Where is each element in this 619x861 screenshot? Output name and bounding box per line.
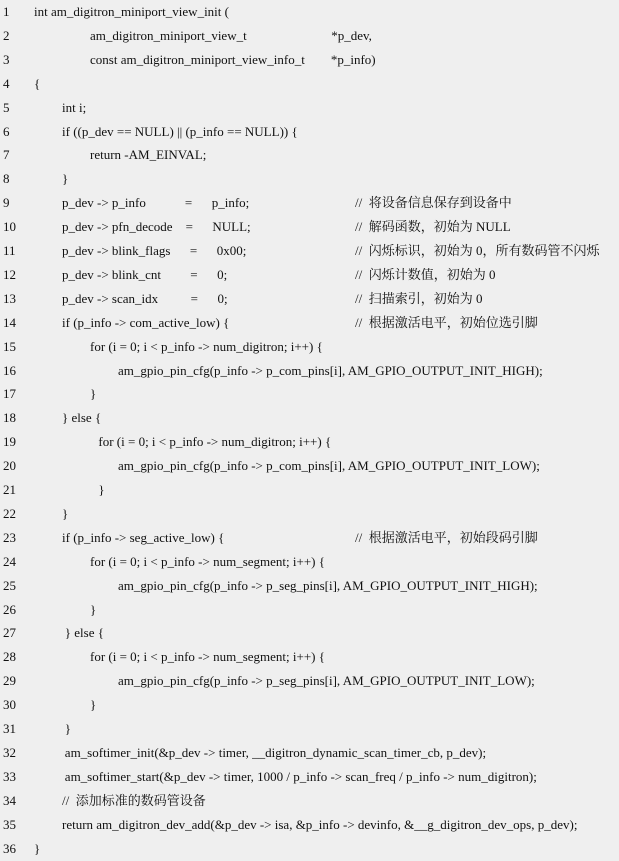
line-number: 18 <box>3 410 16 426</box>
code-line <box>0 526 619 550</box>
code-comment: // 根据激活电平，初始位选引脚 <box>355 314 538 330</box>
code-text: } <box>62 505 69 521</box>
code-line <box>0 550 619 574</box>
line-number: 13 <box>3 290 16 306</box>
code-text: } else { <box>62 410 102 426</box>
code-line <box>0 24 619 48</box>
code-text: for (i = 0; i < p_info -> num_digitron; i++) { <box>90 338 323 354</box>
code-text: p_dev -> blink_cnt = 0; <box>62 266 228 282</box>
code-line <box>0 502 619 526</box>
line-number: 36 <box>3 840 16 856</box>
line-number: 6 <box>3 123 10 139</box>
line-number: 12 <box>3 266 16 282</box>
line-number: 29 <box>3 673 16 689</box>
code-line <box>0 765 619 789</box>
line-number: 7 <box>3 147 10 163</box>
code-text: int am_digitron_miniport_view_init ( <box>34 4 229 19</box>
line-number: 8 <box>3 171 10 187</box>
line-number: 31 <box>3 721 16 736</box>
line-number: 4 <box>3 75 10 91</box>
code-text: return -AM_EINVAL; <box>90 147 207 163</box>
line-number: 24 <box>3 553 16 569</box>
code-text: } <box>90 601 97 617</box>
code-line <box>0 574 619 598</box>
code-line <box>0 789 619 813</box>
line-number: 23 <box>3 529 16 545</box>
line-number: 34 <box>3 792 16 808</box>
line-number: 2 <box>3 27 10 43</box>
code-text: } else { <box>64 625 104 641</box>
code-text: // 添加标准的数码管设备 <box>62 792 206 808</box>
line-number: 21 <box>3 482 16 497</box>
code-text: if (p_info -> com_active_low) { <box>62 314 230 330</box>
code-line <box>0 454 619 478</box>
line-number: 10 <box>3 219 16 235</box>
code-text: return am_digitron_dev_add(&p_dev -> isa, &p_info -> devinfo, &__g_digitron_dev_ops, p_dev); <box>62 816 578 832</box>
line-number: 22 <box>3 505 16 521</box>
code-line <box>0 0 619 24</box>
line-number: 11 <box>3 243 16 258</box>
code-comment: // 解码函数，初始为 NULL <box>355 219 511 235</box>
code-text: } <box>90 697 97 713</box>
code-text: am_softimer_start(&p_dev -> timer, 1000 / p_info -> scan_freq / p_info -> num_digitron); <box>64 768 537 784</box>
code-text: } <box>62 171 69 187</box>
line-number: 19 <box>3 434 16 450</box>
code-text: am_gpio_pin_cfg(p_info -> p_seg_pins[i], AM_GPIO_OUTPUT_INIT_LOW); <box>118 673 535 689</box>
code-text: for (i = 0; i < p_info -> num_segment; i++) { <box>90 649 325 665</box>
code-line <box>0 406 619 430</box>
line-number: 17 <box>3 386 16 402</box>
line-number: 3 <box>3 51 10 67</box>
code-text: p_dev -> p_info = p_info; <box>62 195 250 211</box>
code-line <box>0 621 619 645</box>
code-line <box>0 359 619 383</box>
code-comment: // 扫描索引，初始为 0 <box>355 290 483 306</box>
code-comment: // 将设备信息保存到设备中 <box>355 195 512 211</box>
code-text: } <box>90 386 97 402</box>
code-text: { <box>34 75 41 91</box>
line-number: 16 <box>3 362 16 378</box>
code-line <box>0 478 619 502</box>
code-text: for (i = 0; i < p_info -> num_digitron; i++) { <box>98 434 332 450</box>
code-text: am_gpio_pin_cfg(p_info -> p_seg_pins[i], AM_GPIO_OUTPUT_INIT_HIGH); <box>118 577 538 593</box>
code-text: } <box>34 840 41 856</box>
code-text: } <box>64 721 72 736</box>
line-number: 27 <box>3 625 16 641</box>
line-number: 28 <box>3 649 16 665</box>
code-line <box>0 143 619 167</box>
line-number: 15 <box>3 338 16 354</box>
code-line <box>0 263 619 287</box>
code-text: am_digitron_miniport_view_t *p_dev, <box>90 27 372 43</box>
code-line <box>0 215 619 239</box>
code-text: for (i = 0; i < p_info -> num_segment; i++) { <box>90 553 325 569</box>
code-text: am_softimer_init(&p_dev -> timer, __digitron_dynamic_scan_timer_cb, p_dev); <box>64 744 487 760</box>
code-text: } <box>98 482 105 497</box>
code-text: if (p_info -> seg_active_low) { <box>62 529 225 545</box>
code-text: p_dev -> pfn_decode = NULL; <box>62 219 251 235</box>
code-line <box>0 382 619 406</box>
line-number: 32 <box>3 744 16 760</box>
code-line <box>0 239 619 263</box>
code-text: int i; <box>62 99 87 115</box>
line-number: 14 <box>3 314 16 330</box>
code-line <box>0 96 619 120</box>
code-line <box>0 645 619 669</box>
code-line <box>0 837 619 861</box>
code-line <box>0 120 619 144</box>
line-number: 5 <box>3 99 10 115</box>
code-text: p_dev -> blink_flags = 0x00; <box>62 243 247 258</box>
code-line <box>0 72 619 96</box>
code-text: p_dev -> scan_idx = 0; <box>62 290 228 306</box>
code-comment: // 闪烁计数值，初始为 0 <box>355 266 496 282</box>
line-number: 33 <box>3 768 16 784</box>
code-line <box>0 693 619 717</box>
line-number: 26 <box>3 601 16 617</box>
code-line <box>0 741 619 765</box>
code-line <box>0 48 619 72</box>
code-text: if ((p_dev == NULL) || (p_info == NULL)) { <box>62 123 298 139</box>
code-line <box>0 430 619 454</box>
code-comment: // 闪烁标识，初始为 0，所有数码管不闪烁 <box>355 243 600 258</box>
code-text: am_gpio_pin_cfg(p_info -> p_com_pins[i], AM_GPIO_OUTPUT_INIT_LOW); <box>118 458 540 474</box>
code-line <box>0 813 619 837</box>
code-line <box>0 287 619 311</box>
line-number: 35 <box>3 816 16 832</box>
code-text: const am_digitron_miniport_view_info_t *p_info) <box>90 51 376 67</box>
line-number: 1 <box>3 4 10 19</box>
code-line <box>0 311 619 335</box>
line-number: 25 <box>3 577 16 593</box>
line-number: 9 <box>3 195 10 211</box>
code-line <box>0 335 619 359</box>
code-line <box>0 717 619 741</box>
code-comment: // 根据激活电平，初始段码引脚 <box>355 529 538 545</box>
line-number: 30 <box>3 697 16 713</box>
code-line <box>0 191 619 215</box>
code-line <box>0 669 619 693</box>
code-line <box>0 598 619 622</box>
code-line <box>0 167 619 191</box>
line-number: 20 <box>3 458 16 474</box>
code-text: am_gpio_pin_cfg(p_info -> p_com_pins[i], AM_GPIO_OUTPUT_INIT_HIGH); <box>118 362 543 378</box>
